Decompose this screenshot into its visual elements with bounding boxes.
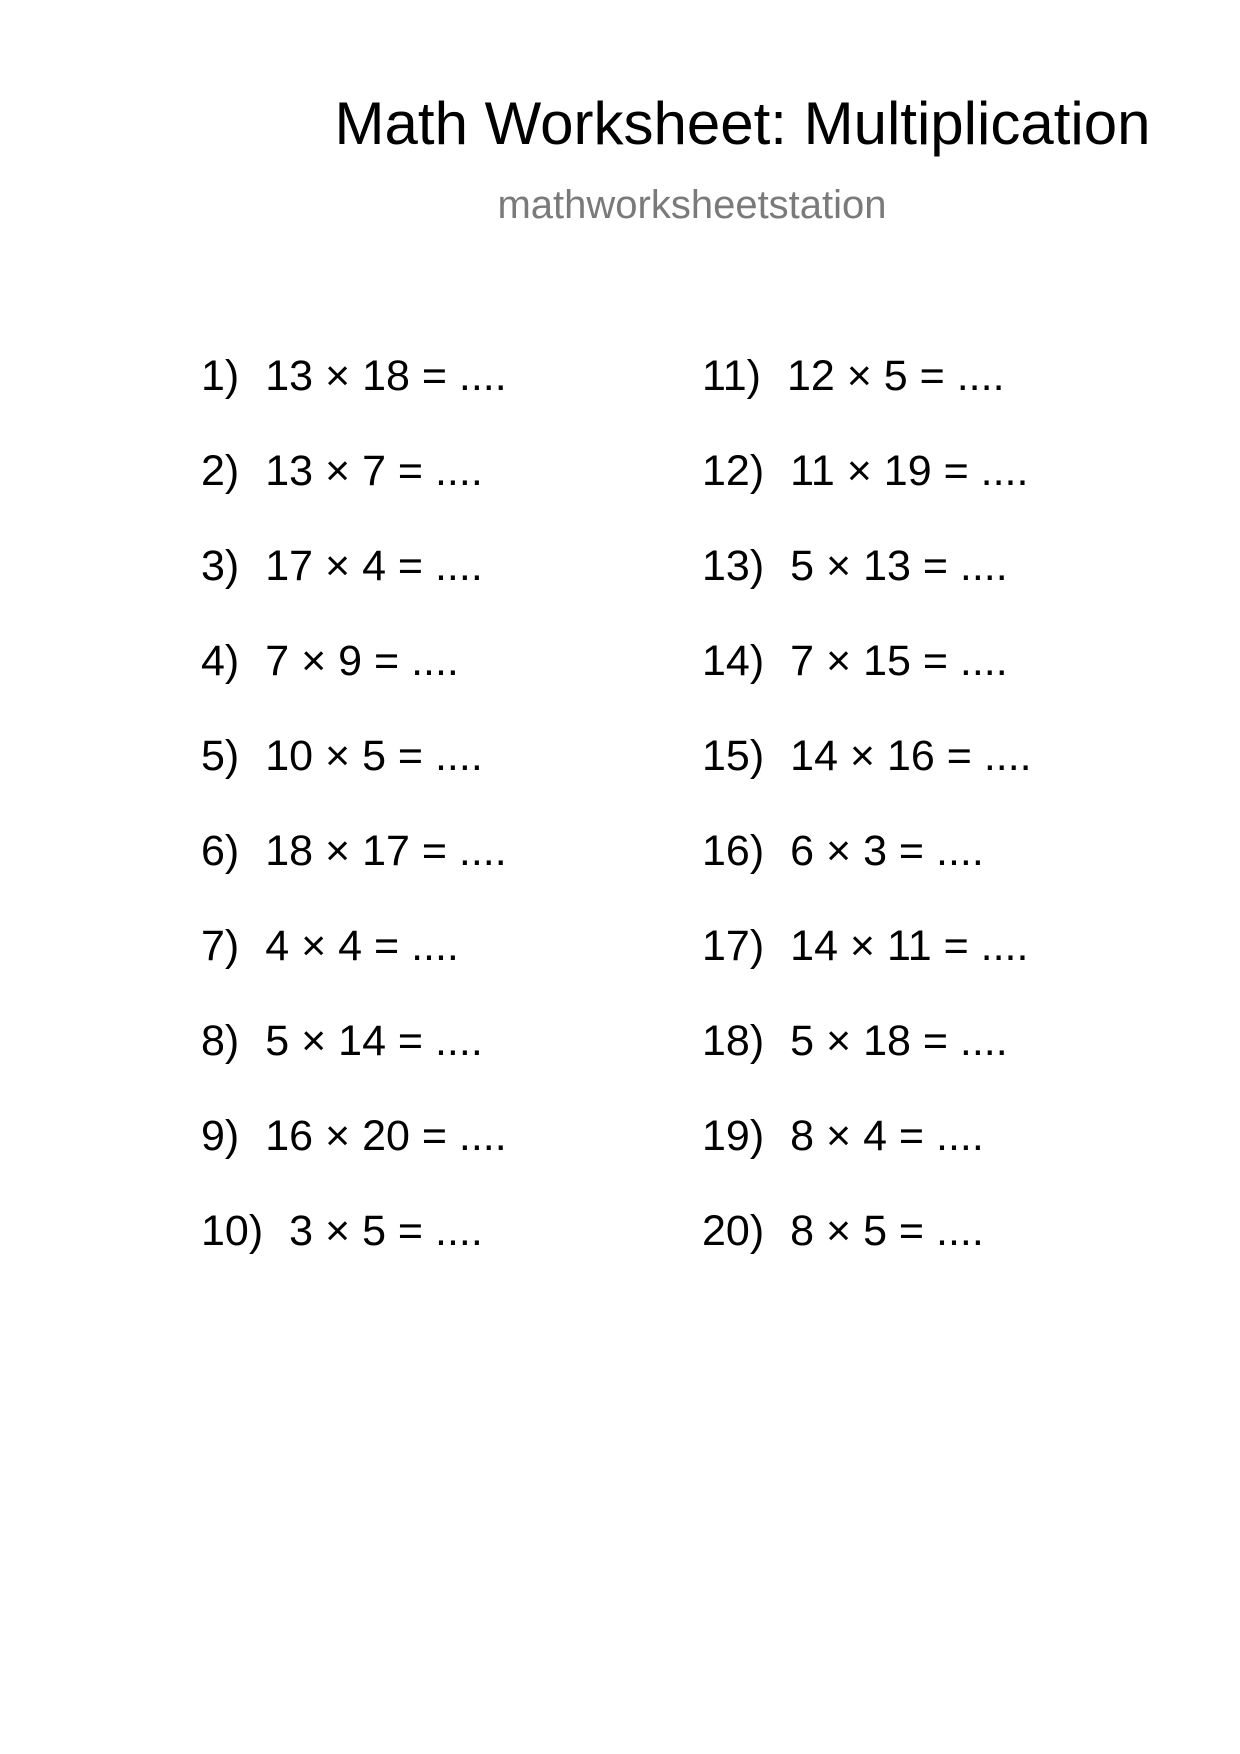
problem-number: 7) bbox=[201, 922, 240, 970]
problem-number: 15) bbox=[702, 732, 765, 780]
problem-number: 11) bbox=[702, 352, 761, 400]
problem-expression: 3 × 5 = .... bbox=[289, 1207, 483, 1255]
problem-17 bbox=[702, 920, 1032, 1015]
problem-expression: 8 × 5 = .... bbox=[790, 1207, 984, 1255]
problem-number: 16) bbox=[702, 827, 765, 875]
problem-expression: 13 × 7 = .... bbox=[265, 447, 483, 495]
problem-number: 19) bbox=[702, 1112, 765, 1160]
problem-expression: 4 × 4 = .... bbox=[265, 922, 459, 970]
problem-expression: 7 × 9 = .... bbox=[265, 637, 459, 685]
problem-expression: 6 × 3 = .... bbox=[790, 827, 984, 875]
problem-5 bbox=[201, 730, 507, 825]
problem-19 bbox=[702, 1110, 1032, 1205]
problem-10 bbox=[201, 1205, 507, 1300]
problem-number: 14) bbox=[702, 637, 765, 685]
problem-expression: 11 × 19 = .... bbox=[790, 447, 1029, 495]
problem-6 bbox=[201, 825, 507, 920]
problem-expression: 12 × 5 = .... bbox=[786, 352, 1005, 400]
problem-expression: 17 × 4 = .... bbox=[265, 542, 483, 590]
problem-expression: 7 × 15 = .... bbox=[790, 637, 1008, 685]
problem-2 bbox=[201, 445, 507, 540]
problem-8 bbox=[201, 1015, 507, 1110]
problem-expression: 13 × 18 = .... bbox=[265, 352, 507, 400]
problems-column-left bbox=[201, 350, 507, 1300]
problem-number: 18) bbox=[702, 1017, 765, 1065]
problem-1 bbox=[201, 350, 507, 445]
problem-number: 13) bbox=[702, 542, 765, 590]
problem-14 bbox=[702, 635, 1032, 730]
problem-expression: 10 × 5 = .... bbox=[265, 732, 483, 780]
problem-15 bbox=[702, 730, 1032, 825]
problem-expression: 16 × 20 = .... bbox=[265, 1112, 507, 1160]
problem-18 bbox=[702, 1015, 1032, 1110]
problem-number: 17) bbox=[702, 922, 765, 970]
problem-expression: 5 × 18 = .... bbox=[790, 1017, 1008, 1065]
problem-number: 9) bbox=[201, 1112, 240, 1160]
problem-12 bbox=[702, 445, 1032, 540]
problem-number: 12) bbox=[702, 447, 765, 495]
problem-expression: 14 × 16 = .... bbox=[790, 732, 1032, 780]
problem-9 bbox=[201, 1110, 507, 1205]
problem-7 bbox=[201, 920, 507, 1015]
problem-13 bbox=[702, 540, 1032, 635]
problem-number: 20) bbox=[702, 1207, 765, 1255]
problem-16 bbox=[702, 825, 1032, 920]
problem-number: 6) bbox=[201, 827, 240, 875]
problem-number: 2) bbox=[201, 447, 240, 495]
problem-number: 8) bbox=[201, 1017, 240, 1065]
problem-number: 1) bbox=[201, 352, 240, 400]
problem-expression: 8 × 4 = .... bbox=[790, 1112, 984, 1160]
problem-4 bbox=[201, 635, 507, 730]
problem-expression: 5 × 14 = .... bbox=[265, 1017, 483, 1065]
problems-column-right bbox=[702, 350, 1032, 1300]
problem-expression: 18 × 17 = .... bbox=[265, 827, 507, 875]
problem-number: 4) bbox=[201, 637, 240, 685]
problem-number: 10) bbox=[201, 1207, 264, 1255]
worksheet-title: Math Worksheet: Multiplication bbox=[334, 90, 1151, 157]
problem-number: 3) bbox=[201, 542, 240, 590]
problem-11 bbox=[702, 350, 1032, 445]
problem-expression: 5 × 13 = .... bbox=[790, 542, 1008, 590]
problem-number: 5) bbox=[201, 732, 240, 780]
problem-3 bbox=[201, 540, 507, 635]
problem-expression: 14 × 11 = .... bbox=[790, 922, 1029, 970]
problem-20 bbox=[702, 1205, 1032, 1300]
worksheet-subtitle: mathworksheetstation bbox=[497, 183, 887, 227]
